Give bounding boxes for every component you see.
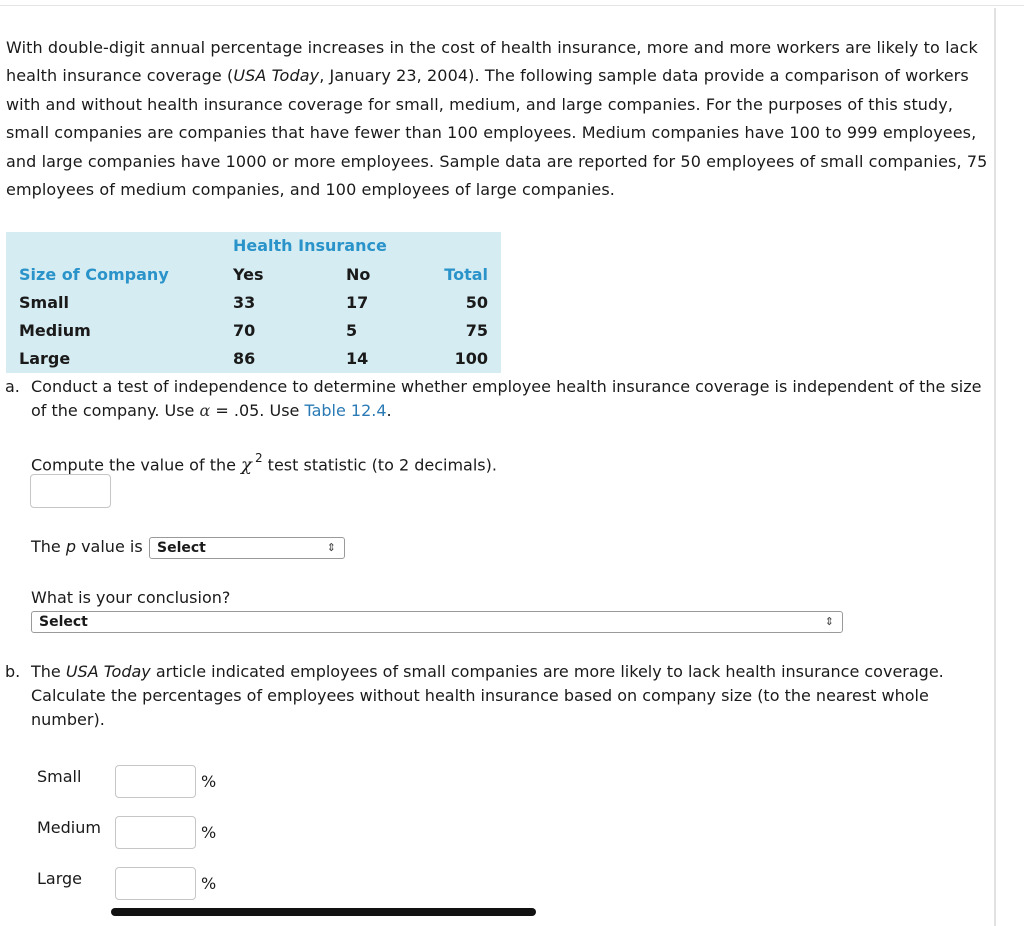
part-b-marker: b.: [5, 662, 21, 681]
row-small-total: 50: [465, 293, 488, 312]
row-large-label: Large: [19, 349, 71, 368]
large-label: Large: [37, 869, 83, 888]
data-table: [6, 232, 501, 373]
right-divider: [994, 8, 996, 926]
p-value-prompt: The p value is: [31, 537, 143, 556]
small-percent-input[interactable]: [115, 765, 196, 798]
small-percent-sign: %: [201, 772, 217, 791]
conclusion-select[interactable]: Select ⇕: [31, 611, 843, 633]
col-header-size: Size of Company: [19, 265, 169, 284]
small-label: Small: [37, 767, 82, 786]
row-large-yes: 86: [233, 349, 256, 368]
chi-symbol: χ: [241, 454, 252, 476]
chi-exponent: 2: [254, 451, 263, 465]
p-value-select[interactable]: Select ⇕: [149, 537, 345, 559]
compute-chi-prompt: Compute the value of the χ $^2$ test statistic (to 2 decimals).: [31, 451, 497, 476]
row-medium-total: 75: [465, 321, 488, 340]
table-12-4-link[interactable]: Table 12.4: [304, 401, 387, 420]
part-b-line2: Calculate the percentages of employees without health insurance based on company size (to the nearest whole: [31, 686, 929, 705]
medium-percent-sign: %: [201, 823, 217, 842]
part-a-line2: of the company. Use α = .05. Use Table 12.4.: [31, 401, 392, 420]
row-small-label: Small: [19, 293, 69, 312]
intro-paragraph: [6, 34, 990, 204]
part-a-line1: Conduct a test of independence to determine whether employee health insurance coverage is independent of the size: [31, 377, 982, 396]
intro-text-2: , January 23, 2004). The following sample data provide a comparison of workers with and without health insurance coverage for small, medium, and large companies. For the purposes of this study, small companies are companies that have fewer than 100 employees. Medium companies have 100 to 999 employees, and large companies have 1000 or more employees. Sample data are reported for 50 employees of small companies, 75 employees of medium companies, and 100 employees of large companies.: [6, 66, 988, 200]
chevron-up-down-icon: ⇕: [824, 615, 834, 628]
medium-percent-input[interactable]: [115, 816, 196, 849]
row-medium-yes: 70: [233, 321, 256, 340]
health-insurance-header: Health Insurance: [233, 236, 387, 255]
row-large-no: 14: [346, 349, 369, 368]
col-header-total: Total: [444, 265, 488, 284]
col-header-no: No: [346, 265, 371, 284]
conclusion-question: What is your conclusion?: [31, 588, 231, 607]
part-b-line1: The USA Today article indicated employees of small companies are more likely to lack health insurance coverage.: [31, 662, 944, 681]
row-medium-no: 5: [346, 321, 358, 340]
horizontal-scrollbar[interactable]: [111, 908, 536, 916]
large-percent-input[interactable]: [115, 867, 196, 900]
part-a-marker: a.: [5, 377, 20, 396]
part-b-line3: number).: [31, 710, 105, 729]
intro-text-1: With double-digit annual percentage increases in the cost of health insurance, more and more workers are likely to lack health insurance coverage (: [6, 38, 978, 86]
chevron-up-down-icon: ⇕: [326, 541, 336, 554]
top-divider: [0, 5, 1024, 6]
row-medium-label: Medium: [19, 321, 91, 340]
col-header-yes: Yes: [233, 265, 264, 284]
alpha-symbol: α: [199, 401, 211, 420]
intro-source: USA Today: [233, 66, 320, 86]
row-small-no: 17: [346, 293, 369, 312]
chi-square-input[interactable]: [30, 474, 111, 508]
row-small-yes: 33: [233, 293, 256, 312]
large-percent-sign: %: [201, 874, 217, 893]
medium-label: Medium: [37, 818, 101, 837]
row-large-total: 100: [454, 349, 488, 368]
